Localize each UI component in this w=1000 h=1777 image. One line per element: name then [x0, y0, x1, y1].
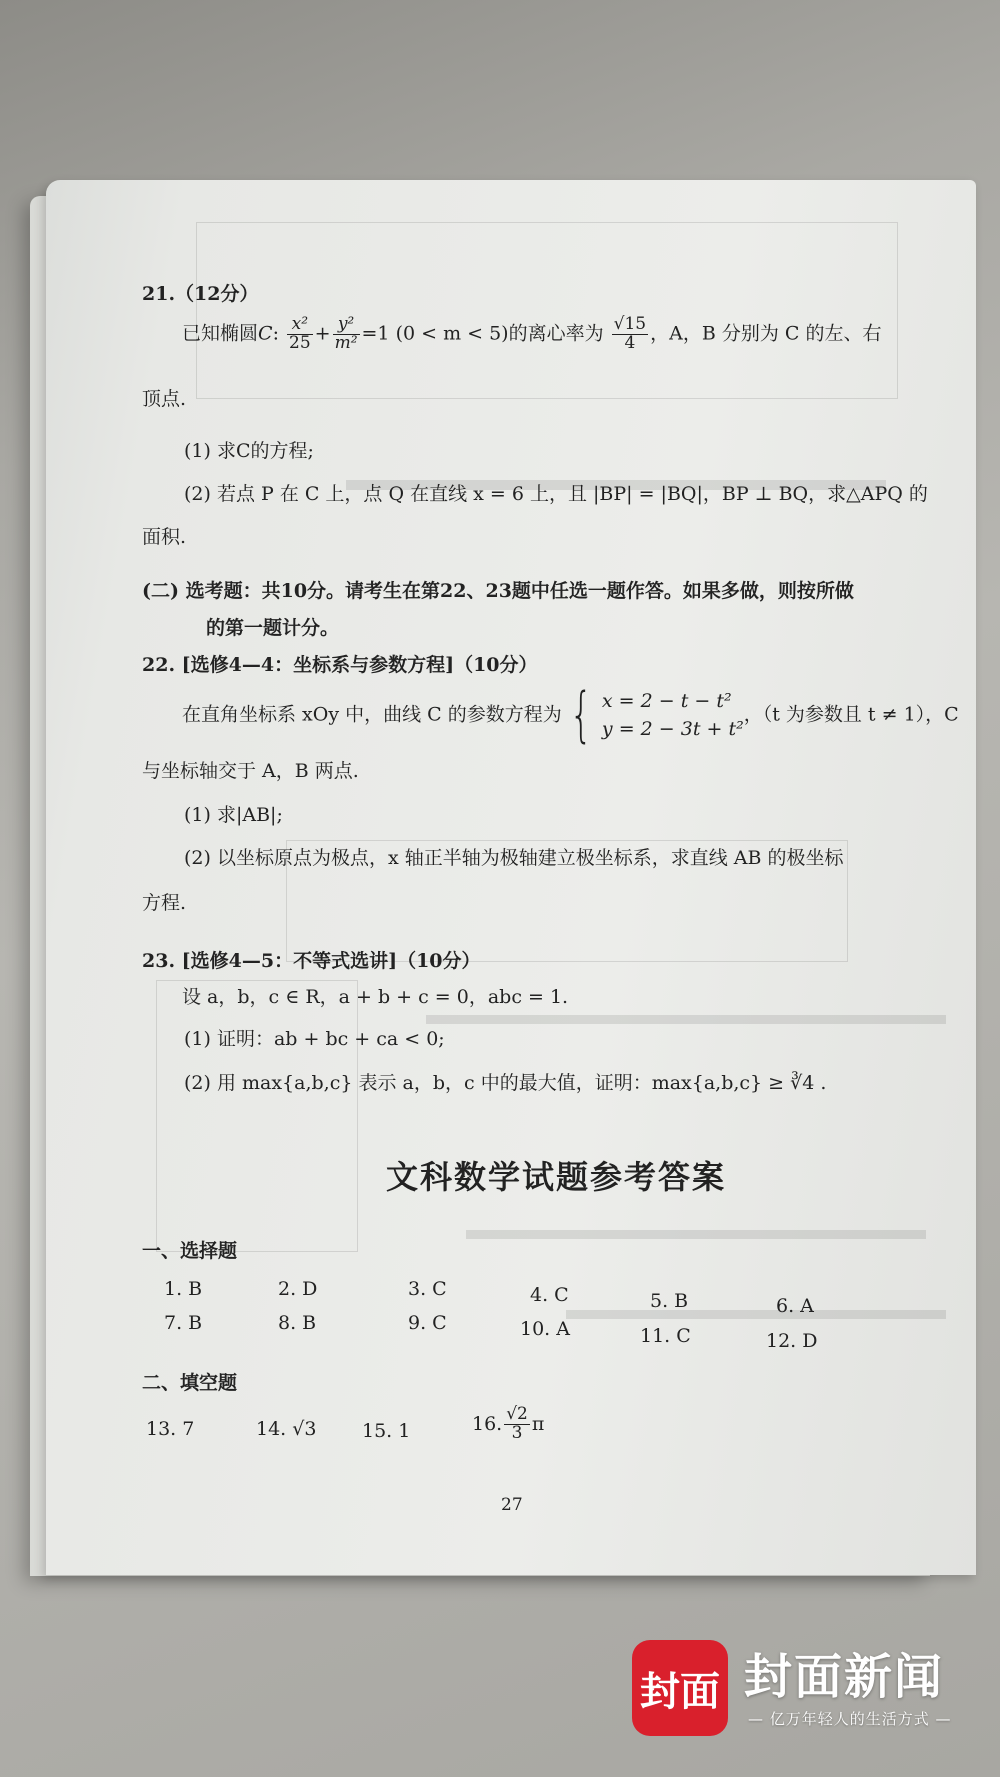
q23-intro: 设 a，b，c ∈ R，a + b + c = 0，abc = 1. [182, 986, 569, 1008]
q21-intro-line [182, 316, 881, 353]
q21-colon: : [272, 322, 279, 345]
choice-answer-8: 8. B [278, 1312, 317, 1334]
bleed-line-2 [426, 1015, 946, 1024]
q22-equation-system [602, 687, 744, 743]
bleed-cube-figure [156, 980, 358, 1252]
fill-section-header: 二、填空题 [142, 1372, 238, 1394]
frac-m2-den: m² [334, 332, 358, 353]
exam-page [46, 180, 976, 1575]
choice-answer-2: 2. D [278, 1278, 318, 1300]
q23-header: 23. [选修4—5：不等式选讲]（10分） [142, 950, 481, 972]
choice-section-header: 一、选择题 [142, 1240, 238, 1262]
choice-answer-7: 7. B [164, 1312, 203, 1334]
q22-line2: 与坐标轴交于 A，B 两点. [142, 760, 359, 782]
q21-plus: + [314, 322, 331, 345]
frac-sqrt15-num: √15 [613, 314, 647, 334]
q22-part1: (1) 求|AB|; [184, 804, 283, 826]
bleed-line-3 [466, 1230, 926, 1239]
fill-answer-16 [472, 1406, 544, 1443]
frac-25-den: 25 [289, 332, 311, 353]
frac-sqrt2-3 [504, 1406, 530, 1443]
frac-y2-m2 [333, 316, 360, 353]
frac-3-den: 3 [511, 1422, 523, 1443]
answers-title: 文科数学试题参考答案 [386, 1158, 727, 1196]
frac-y2-num: y² [333, 316, 360, 335]
q21-intro-prefix: 已知椭圆 [182, 322, 259, 345]
bleed-table-top [196, 222, 898, 399]
frac-x2-num: x² [287, 316, 313, 335]
fill-answer-14: 14. √3 [256, 1418, 317, 1440]
brand-logo-text: 封面新闻 [744, 1649, 945, 1705]
q22-eq2: y = 2 − 3t + t² [601, 718, 744, 740]
brace-icon: { [569, 680, 593, 750]
q22-eq1: x = 2 − t − t² [601, 690, 732, 712]
q21-part2-cont: 面积. [142, 526, 187, 548]
q21-line2: 顶点. [142, 388, 187, 410]
q22-header: 22. [选修4—4：坐标系与参数方程]（10分） [142, 654, 538, 676]
q21-eq-cond: =1 (0 < m < 5) [361, 322, 509, 345]
q22-cond: ，（t 为参数且 t ≠ 1），C [743, 703, 959, 726]
section2-line2: 的第一题计分。 [206, 617, 340, 639]
choice-answer-6: 6. A [776, 1295, 814, 1317]
fill-answer-15: 15. 1 [362, 1420, 411, 1442]
frac-x2-25 [287, 316, 313, 353]
q23-part1: (1) 证明：ab + bc + ca < 0; [184, 1028, 445, 1050]
choice-answer-1: 1. B [164, 1278, 203, 1300]
choice-answer-5: 5. B [650, 1290, 689, 1312]
fill16-label: 16. [472, 1412, 503, 1435]
brand-logo-mark: 封面 [632, 1640, 728, 1736]
q21-header: 21.（12分） [142, 283, 259, 305]
q21-part2: (2) 若点 P 在 C 上，点 Q 在直线 x = 6 上，且 |BP| = |BQ|，BP ⊥ BQ，求△APQ 的 [184, 483, 928, 505]
choice-answer-11: 11. C [640, 1325, 691, 1347]
choice-answer-3: 3. C [408, 1278, 447, 1300]
q22-part2: (2) 以坐标原点为极点，x 轴正半轴为极轴建立极坐标系，求直线 AB 的极坐标 [184, 847, 844, 869]
q23-part2: (2) 用 max{a,b,c} 表示 a，b，c 中的最大值，证明：max{a,b,c} ≥ ∛4 . [184, 1072, 827, 1094]
choice-answer-12: 12. D [766, 1330, 818, 1352]
section2-line1: (二) 选考题：共10分。请考生在第22、23题中任选一题作答。如果多做，则按所做 [142, 580, 854, 602]
frac-sqrt15-4 [612, 316, 648, 353]
q21-ecc-text: 的离心率为 [508, 322, 604, 345]
choice-answer-4: 4. C [530, 1284, 569, 1306]
bleed-line-4 [566, 1310, 946, 1319]
q22-intro-line [182, 680, 959, 750]
fill-answer-13: 13. 7 [146, 1418, 195, 1440]
brand-slogan: — 亿万年轻人的生活方式 — [748, 1710, 952, 1728]
frac-sqrt2-num: √2 [506, 1404, 528, 1424]
choice-answer-10: 10. A [520, 1318, 570, 1340]
pi-symbol: π [531, 1412, 545, 1435]
q21-ab-text: ，A，B 分别为 C 的左、右 [650, 322, 882, 345]
page-number: 27 [501, 1495, 523, 1515]
q21-var-c: C [258, 322, 273, 345]
q22-part2-cont: 方程. [142, 892, 187, 914]
frac-4-den: 4 [624, 332, 636, 353]
q21-part1: (1) 求C的方程; [184, 440, 314, 462]
q22-intro: 在直角坐标系 xOy 中，曲线 C 的参数方程为 [182, 703, 562, 726]
choice-answer-9: 9. C [408, 1312, 447, 1334]
